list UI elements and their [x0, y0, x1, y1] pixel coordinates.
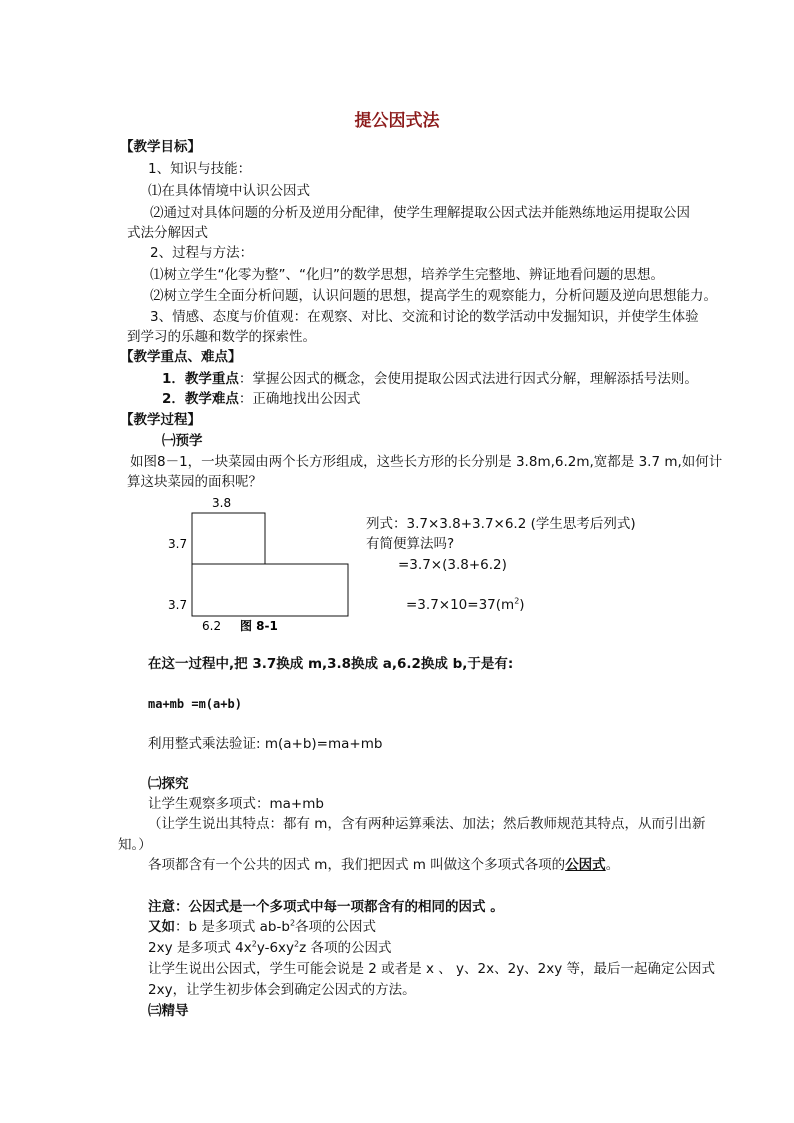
- problem-text-cont: 算这块菜园的面积呢？: [127, 474, 262, 490]
- solution-step: =3.7×(3.8+6.2): [398, 557, 507, 573]
- formula: ma+mb =m(a+b): [148, 697, 242, 711]
- verification-text: 利用整式乘法验证: m(a+b)=ma+mb: [148, 736, 383, 752]
- bottom-length-label: 6.2: [202, 619, 222, 633]
- example-2: [148, 939, 392, 957]
- side-label-upper: 3.7: [168, 537, 188, 551]
- definition-text: [148, 856, 619, 874]
- observe-text: 让学生观察多项式：ma+mb: [148, 796, 324, 812]
- unit-exponent: 2: [514, 596, 520, 606]
- step-preview: ㈠预学: [162, 433, 203, 449]
- feature-text-cont: 知。）: [118, 837, 152, 853]
- key-point-1-text: ：掌握公因式的概念，会使用提取公因式法进行因式分解，理解添括号法则。: [238, 371, 698, 387]
- example-1-text: ：b 是多项式 ab-b: [175, 919, 290, 935]
- objective-item: ⑴树立学生“化零为整”、“化归”的数学思想，培养学生完整地、辨证地看问题的思想。: [150, 267, 664, 283]
- key-point-2: [162, 390, 360, 408]
- example-1-end: 各项的公因式: [295, 919, 377, 935]
- solution-result: [406, 596, 525, 614]
- objective-item: ⑴在具体情境中认识公因式: [148, 183, 310, 199]
- objective-section-3: 3、情感、态度与价值观：在观察、对比、交流和讨论的数学活动中发掘知识，并使学生体验: [150, 309, 699, 325]
- objectives-heading: 【教学目标】: [120, 139, 201, 155]
- definition-prefix: 各项都含有一个公共的因式 m，我们把因式 m 叫做这个多项式各项的: [148, 857, 566, 873]
- find-factor-text: 让学生说出公因式，学生可能会说是 2 或者是 x 、 y、2x、2y、2xy 等，最后一起确定公因式: [148, 961, 716, 977]
- example-2-text: 2xy 是多项式 4x: [148, 940, 252, 956]
- objective-item: ⑵树立学生全面分析问题，认识问题的思想，提高学生的观察能力，分析问题及逆向思想能力。: [150, 288, 717, 304]
- feature-text: （让学生说出其特点：都有 m，含有两种运算乘法、加法；然后教师规范其特点，从而引出新: [148, 816, 706, 832]
- large-rectangle: [192, 564, 348, 616]
- small-rectangle: [192, 513, 265, 564]
- exponent: 2: [289, 918, 296, 928]
- solution-question: 有简便算法吗?: [366, 536, 455, 552]
- objective-item: ⑵通过对具体问题的分析及逆用分配律，使学生理解提取公因式法并能熟练地运用提取公因: [150, 205, 690, 221]
- find-factor-text-cont: 2xy，让学生初步体会到确定公因式的方法。: [148, 982, 416, 998]
- figure-caption: 图 8-1: [240, 619, 278, 633]
- top-length-label: 3.8: [212, 496, 232, 510]
- note-text: 注意：公因式是一个多项式中每一项都含有的相同的因式 。: [148, 899, 504, 915]
- example-2-mid: y-6xy: [256, 940, 295, 956]
- definition-term: 公因式: [565, 857, 606, 873]
- key-point-2-label: 2．教学难点: [162, 391, 239, 407]
- objective-section-2: 2、过程与方法：: [150, 245, 254, 261]
- key-point-2-text: ：正确地找出公因式: [238, 391, 361, 407]
- objective-item-cont: 式法分解因式: [127, 225, 208, 241]
- example-2-end: z 各项的公因式: [299, 940, 392, 956]
- key-points-heading: 【教学重点、难点】: [120, 349, 242, 365]
- key-point-1: [162, 370, 698, 388]
- example-label: 又如: [148, 919, 175, 935]
- exponent: 2: [294, 939, 300, 949]
- exponent: 2: [251, 939, 257, 949]
- step-guide: ㈢精导: [148, 1003, 189, 1019]
- problem-text: 如图8－1，一块菜园由两个长方形组成，这些长方形的长分别是 3.8m,6.2m,宽都是 3.7 m,如何计: [130, 454, 723, 470]
- definition-end: 。: [605, 857, 620, 873]
- example-1: [148, 918, 376, 936]
- substitution-text: 在这一过程中,把 3.7换成 m,3.8换成 a,6.2换成 b,于是有:: [148, 656, 514, 672]
- solution-expression: 列式：3.7×3.8+3.7×6.2 (学生思考后列式): [366, 516, 636, 532]
- solution-result-text: =3.7×10=37(m: [406, 597, 515, 613]
- objective-section-3-cont: 到学习的乐趣和数学的探索性。: [127, 329, 316, 345]
- side-label-lower: 3.7: [168, 598, 188, 612]
- document-title: 提公因式法: [354, 111, 440, 131]
- process-heading: 【教学过程】: [120, 412, 201, 428]
- garden-figure: [160, 490, 400, 635]
- objective-section-1: 1、知识与技能：: [148, 161, 252, 177]
- step-explore: ㈡探究: [148, 776, 189, 792]
- key-point-1-label: 1．教学重点: [162, 371, 239, 387]
- solution-result-end: ): [519, 597, 525, 613]
